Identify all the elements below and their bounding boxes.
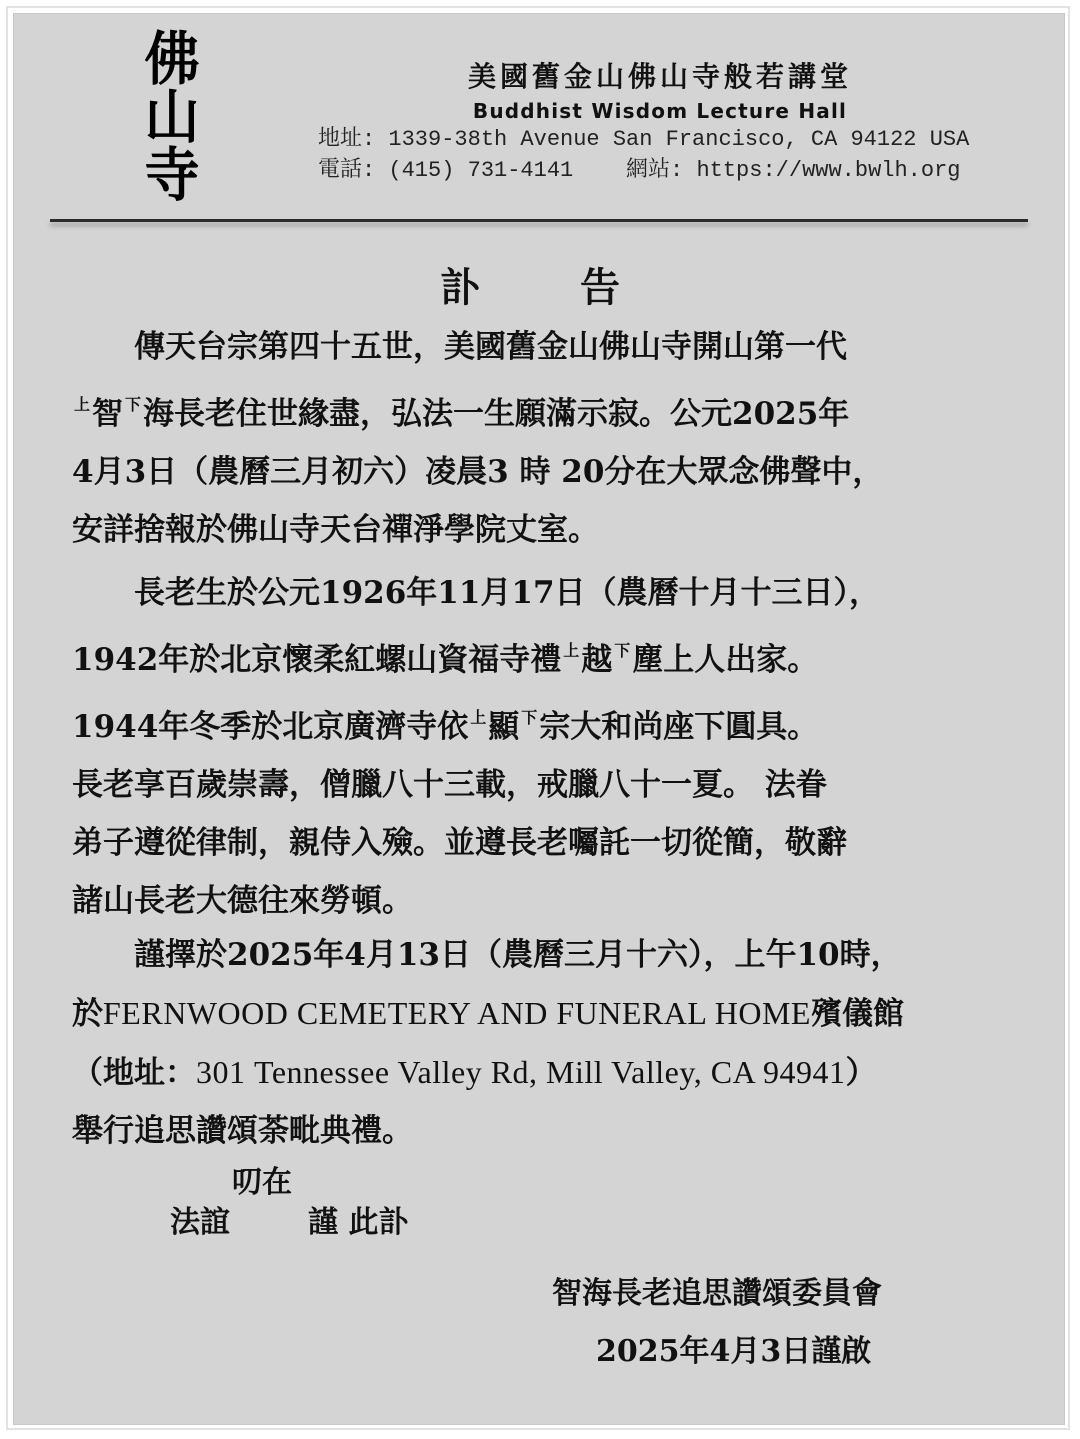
hall-contact: 電話: (415) 731-4141 網站: https://www.bwlh.org (318, 158, 961, 183)
paragraph-biography (72, 564, 1032, 930)
paragraph-passing (72, 318, 1032, 559)
text-line: 舉行追思讚頌荼毗典禮。 (72, 1113, 413, 1149)
logo-char: 山 (144, 83, 200, 151)
text-line: 於FERNWOOD CEMETERY AND FUNERAL HOME殯儀館 (72, 995, 904, 1032)
letterhead (300, 58, 1000, 186)
hall-address: 地址: 1339-38th Avenue San Francisco, CA 94122 USA (318, 127, 970, 152)
text-line: 弟子遵從律制，親侍入殮。並遵長老囑託一切從簡，敬辭 (72, 825, 847, 861)
header-divider (50, 219, 1028, 222)
text-line: 4月3日（農曆三月初六）凌晨3 時 20分在大眾念佛聲中， (72, 454, 884, 490)
text-line: 1942年於北京懷柔紅螺山資福寺禮 $^上$越 $^下$塵上人出家。 (72, 641, 819, 678)
text-line: （地址：301 Tennessee Valley Rd, Mill Valley, CA 94941） (72, 1054, 877, 1091)
venue-address: 301 Tennessee Valley Rd, Mill Valley, CA 94941 (196, 1054, 846, 1090)
text-line: 長老享百歲崇壽，僧臘八十三載，戒臘八十一夏。 法眷 (72, 767, 827, 803)
signature-date: 2025年4月3日謹啟 (596, 1334, 872, 1369)
text-line: 諸山長老大德往來勞頓。 (72, 883, 413, 919)
closing-top: 叨在 (232, 1165, 292, 1200)
text-line: 傳天台宗第四十五世，美國舊金山佛山寺開山第一代 (134, 329, 847, 365)
venue-name: FERNWOOD CEMETERY AND FUNERAL HOME (103, 995, 811, 1031)
closing-bottom: 法誼 謹 此訃 (170, 1205, 409, 1240)
paragraph-ceremony (72, 926, 1032, 1160)
page-title: 訃告 (440, 264, 720, 311)
temple-calligraphy-logo (128, 25, 216, 209)
signature-block (552, 1265, 882, 1381)
text-line: 1944年冬季於北京廣濟寺依 $^上$顯 $^下$宗大和尚座下圓具。 (72, 708, 819, 745)
logo-char: 佛 (144, 25, 200, 93)
text-line: 安詳捨報於佛山寺天台禪淨學院丈室。 (72, 512, 599, 548)
text-line: 長老生於公元1926年11月17日（農曆十月十三日）， (134, 575, 881, 611)
hall-name-chinese: 美國舊金山佛山寺般若講堂 (467, 60, 852, 93)
committee-name: 智海長老追思讚頌委員會 (552, 1276, 882, 1311)
text-line: 謹擇於2025年4月13日（農曆三月十六），上午10時， (134, 937, 902, 973)
closing-formula (170, 1163, 408, 1243)
hall-name-english: Buddhist Wisdom Lecture Hall (472, 99, 848, 123)
text-line: $^上$智 $^下$海長老住世緣盡，弘法一生願滿示寂。公元2025年 (74, 395, 850, 432)
logo-char: 寺 (144, 141, 200, 209)
